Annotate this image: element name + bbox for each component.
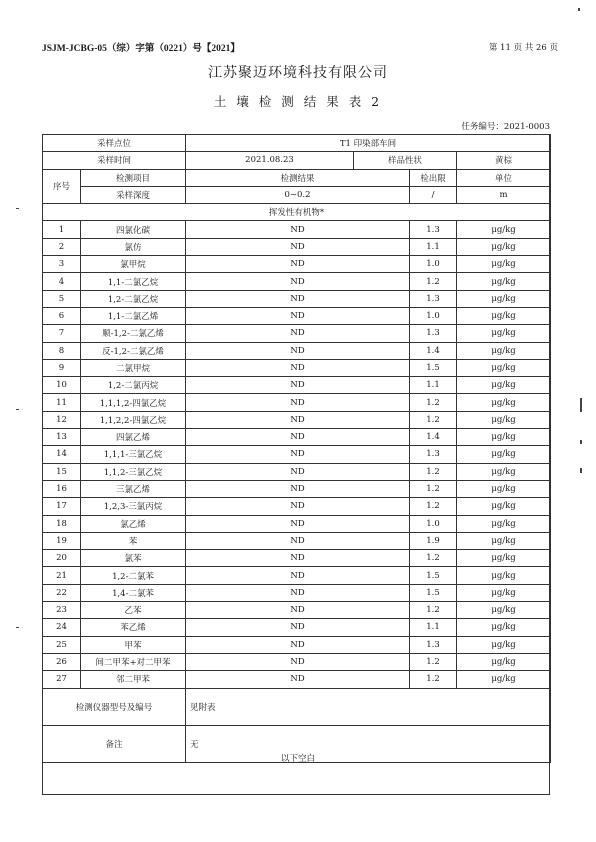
row-limit: 1.3	[410, 636, 457, 653]
results-table	[42, 134, 551, 763]
row-item: 1,1,2-三氯乙烷	[81, 463, 186, 480]
row-limit: 1.2	[410, 550, 457, 567]
row-number: 16	[43, 480, 81, 497]
row-item: 顺-1,2-二氯乙烯	[81, 325, 186, 342]
row-unit: μg/kg	[457, 463, 551, 480]
row-item: 甲苯	[81, 636, 186, 653]
row-number: 4	[43, 273, 81, 290]
row-limit: 1.0	[410, 307, 457, 324]
row-limit: 1.1	[410, 377, 457, 394]
row-limit: 1.2	[410, 498, 457, 515]
row-unit: μg/kg	[457, 273, 551, 290]
row-limit: 1.2	[410, 602, 457, 619]
row-result: ND	[186, 532, 410, 549]
row-number: 7	[43, 325, 81, 342]
row-unit: μg/kg	[457, 671, 551, 688]
row-unit: μg/kg	[457, 480, 551, 497]
row-result: ND	[186, 411, 410, 428]
row-result: ND	[186, 515, 410, 532]
row-number: 25	[43, 636, 81, 653]
row-limit: 1.2	[410, 411, 457, 428]
row-result: ND	[186, 377, 410, 394]
table-row	[43, 411, 551, 428]
depth-label: 采样深度	[81, 186, 186, 203]
table-row	[43, 256, 551, 273]
row-result: ND	[186, 394, 410, 411]
table-row	[43, 636, 551, 653]
table-row	[43, 463, 551, 480]
row-unit: μg/kg	[457, 550, 551, 567]
row-result: ND	[186, 550, 410, 567]
row-limit: 1.3	[410, 325, 457, 342]
row-result: ND	[186, 429, 410, 446]
row-unit: μg/kg	[457, 636, 551, 653]
table-row	[43, 532, 551, 549]
section-label: 挥发性有机物*	[43, 204, 551, 221]
row-item: 1,2-二氯乙烷	[81, 290, 186, 307]
limit-header: 检出限	[410, 169, 457, 186]
row-item: 四氯化碳	[81, 221, 186, 238]
row-unit: μg/kg	[457, 256, 551, 273]
row-result: ND	[186, 619, 410, 636]
row-result: ND	[186, 653, 410, 670]
row-unit: μg/kg	[457, 221, 551, 238]
scan-mark	[578, 8, 580, 11]
row-limit: 1.4	[410, 429, 457, 446]
row-number: 26	[43, 653, 81, 670]
row-result: ND	[186, 567, 410, 584]
sample-point-row	[43, 135, 551, 152]
row-unit: μg/kg	[457, 619, 551, 636]
row-item: 乙苯	[81, 602, 186, 619]
table-row	[43, 394, 551, 411]
row-unit: μg/kg	[457, 653, 551, 670]
row-result: ND	[186, 307, 410, 324]
row-result: ND	[186, 273, 410, 290]
row-limit: 1.2	[410, 671, 457, 688]
remark-label: 备注	[43, 725, 186, 762]
scan-mark	[16, 409, 19, 410]
sample-time-value: 2021.08.23	[186, 152, 354, 169]
table-row	[43, 446, 551, 463]
table-row	[43, 377, 551, 394]
table-row	[43, 480, 551, 497]
row-limit: 1.4	[410, 342, 457, 359]
row-number: 12	[43, 411, 81, 428]
row-limit: 1.2	[410, 394, 457, 411]
row-unit: μg/kg	[457, 377, 551, 394]
table-row	[43, 290, 551, 307]
row-unit: μg/kg	[457, 532, 551, 549]
row-limit: 1.2	[410, 463, 457, 480]
row-item: 氯乙烯	[81, 515, 186, 532]
row-item: 1,1-二氯乙烷	[81, 273, 186, 290]
row-result: ND	[186, 221, 410, 238]
row-limit: 1.3	[410, 446, 457, 463]
row-item: 1,4-二氯苯	[81, 584, 186, 601]
depth-limit: /	[410, 186, 457, 203]
sample-time-label: 采样时间	[43, 152, 186, 169]
document-code: JSJM-JCBG-05（综）字第（0221）号【2021】	[42, 44, 240, 54]
row-item: 三氯乙烯	[81, 480, 186, 497]
row-item: 1,1,2,2-四氯乙烷	[81, 411, 186, 428]
row-result: ND	[186, 498, 410, 515]
sample-trait-value: 黄棕	[457, 152, 551, 169]
row-unit: μg/kg	[457, 602, 551, 619]
row-number: 13	[43, 429, 81, 446]
task-number: 任务编号：2021-0003	[461, 122, 550, 132]
table-row	[43, 498, 551, 515]
row-result: ND	[186, 238, 410, 255]
table-row	[43, 602, 551, 619]
table-row	[43, 342, 551, 359]
row-item: 苯乙烯	[81, 619, 186, 636]
row-number: 15	[43, 463, 81, 480]
row-number: 10	[43, 377, 81, 394]
table-row	[43, 359, 551, 376]
row-number: 5	[43, 290, 81, 307]
row-unit: μg/kg	[457, 359, 551, 376]
unit-header: 单位	[457, 169, 551, 186]
row-unit: μg/kg	[457, 394, 551, 411]
row-item: 四氯乙烯	[81, 429, 186, 446]
scan-mark	[580, 468, 582, 473]
row-item: 氯甲烷	[81, 256, 186, 273]
row-limit: 1.2	[410, 480, 457, 497]
seq-header: 序号	[43, 169, 81, 204]
row-unit: μg/kg	[457, 567, 551, 584]
instrument-value: 见附表	[186, 688, 551, 725]
table-row	[43, 653, 551, 670]
row-item: 1,2,3-三氯丙烷	[81, 498, 186, 515]
row-limit: 1.2	[410, 273, 457, 290]
row-item: 二氯甲烷	[81, 359, 186, 376]
row-result: ND	[186, 446, 410, 463]
instrument-row	[43, 688, 551, 725]
row-number: 22	[43, 584, 81, 601]
row-result: ND	[186, 602, 410, 619]
row-number: 23	[43, 602, 81, 619]
table-row	[43, 515, 551, 532]
row-unit: μg/kg	[457, 238, 551, 255]
row-limit: 1.3	[410, 290, 457, 307]
row-result: ND	[186, 290, 410, 307]
row-item: 苯	[81, 532, 186, 549]
row-result: ND	[186, 342, 410, 359]
row-item: 间二甲苯+对二甲苯	[81, 653, 186, 670]
page-number: 第 11 页 共 26 页	[488, 43, 558, 53]
row-item: 邻二甲苯	[81, 671, 186, 688]
row-result: ND	[186, 584, 410, 601]
table-row	[43, 550, 551, 567]
row-number: 18	[43, 515, 81, 532]
row-item: 1,1-二氯乙烯	[81, 307, 186, 324]
row-limit: 1.2	[410, 653, 457, 670]
row-number: 1	[43, 221, 81, 238]
table-row	[43, 429, 551, 446]
table-row	[43, 238, 551, 255]
row-unit: μg/kg	[457, 290, 551, 307]
row-number: 9	[43, 359, 81, 376]
row-limit: 1.3	[410, 221, 457, 238]
row-result: ND	[186, 256, 410, 273]
table-row	[43, 567, 551, 584]
row-number: 27	[43, 671, 81, 688]
section-row	[43, 204, 551, 221]
sample-trait-label: 样品性状	[354, 152, 457, 169]
row-unit: μg/kg	[457, 325, 551, 342]
row-number: 19	[43, 532, 81, 549]
row-item: 1,2-二氯丙烷	[81, 377, 186, 394]
table-row	[43, 325, 551, 342]
scan-mark	[580, 398, 582, 412]
row-number: 24	[43, 619, 81, 636]
row-limit: 1.0	[410, 256, 457, 273]
row-result: ND	[186, 359, 410, 376]
row-item: 1,1,1,2-四氯乙烷	[81, 394, 186, 411]
instrument-label: 检测仪器型号及编号	[43, 688, 186, 725]
sample-point-label: 采样点位	[43, 135, 186, 152]
table-row	[43, 221, 551, 238]
row-limit: 1.9	[410, 532, 457, 549]
column-header-row	[43, 169, 551, 186]
row-number: 6	[43, 307, 81, 324]
row-item: 氯仿	[81, 238, 186, 255]
row-result: ND	[186, 463, 410, 480]
table-row	[43, 619, 551, 636]
scan-mark	[16, 208, 19, 209]
depth-unit: m	[457, 186, 551, 203]
row-limit: 1.5	[410, 584, 457, 601]
row-limit: 1.0	[410, 515, 457, 532]
result-header: 检测结果	[186, 169, 410, 186]
row-number: 14	[43, 446, 81, 463]
table-row	[43, 584, 551, 601]
row-unit: μg/kg	[457, 515, 551, 532]
sample-point-value: T1 印染部车间	[186, 135, 551, 152]
row-result: ND	[186, 325, 410, 342]
depth-value: 0~0.2	[186, 186, 410, 203]
row-unit: μg/kg	[457, 411, 551, 428]
row-number: 8	[43, 342, 81, 359]
scan-mark	[16, 627, 19, 628]
row-number: 20	[43, 550, 81, 567]
row-number: 17	[43, 498, 81, 515]
row-unit: μg/kg	[457, 307, 551, 324]
row-unit: μg/kg	[457, 498, 551, 515]
row-item: 1,1,1-三氯乙烷	[81, 446, 186, 463]
depth-row	[43, 186, 551, 203]
row-item: 氯苯	[81, 550, 186, 567]
row-limit: 1.1	[410, 619, 457, 636]
blank-below-note: 以下空白	[280, 754, 315, 764]
row-number: 2	[43, 238, 81, 255]
scan-mark	[580, 440, 582, 444]
table-row	[43, 273, 551, 290]
row-number: 11	[43, 394, 81, 411]
row-number: 21	[43, 567, 81, 584]
row-result: ND	[186, 636, 410, 653]
row-unit: μg/kg	[457, 429, 551, 446]
row-result: ND	[186, 671, 410, 688]
row-item: 1,2-二氯苯	[81, 567, 186, 584]
sample-time-row	[43, 152, 551, 169]
item-header: 检测项目	[81, 169, 186, 186]
row-result: ND	[186, 480, 410, 497]
table-row	[43, 307, 551, 324]
row-unit: μg/kg	[457, 342, 551, 359]
row-number: 3	[43, 256, 81, 273]
remark-value: 无	[186, 725, 551, 762]
row-limit: 1.5	[410, 567, 457, 584]
row-limit: 1.1	[410, 238, 457, 255]
row-unit: μg/kg	[457, 446, 551, 463]
row-item: 反-1,2-二氯乙烯	[81, 342, 186, 359]
row-unit: μg/kg	[457, 584, 551, 601]
table-row	[43, 671, 551, 688]
row-limit: 1.5	[410, 359, 457, 376]
company-name: 江苏聚迈环境科技有限公司	[208, 65, 388, 81]
page-title: 土 壤 检 测 结 果 表 2	[213, 94, 383, 109]
